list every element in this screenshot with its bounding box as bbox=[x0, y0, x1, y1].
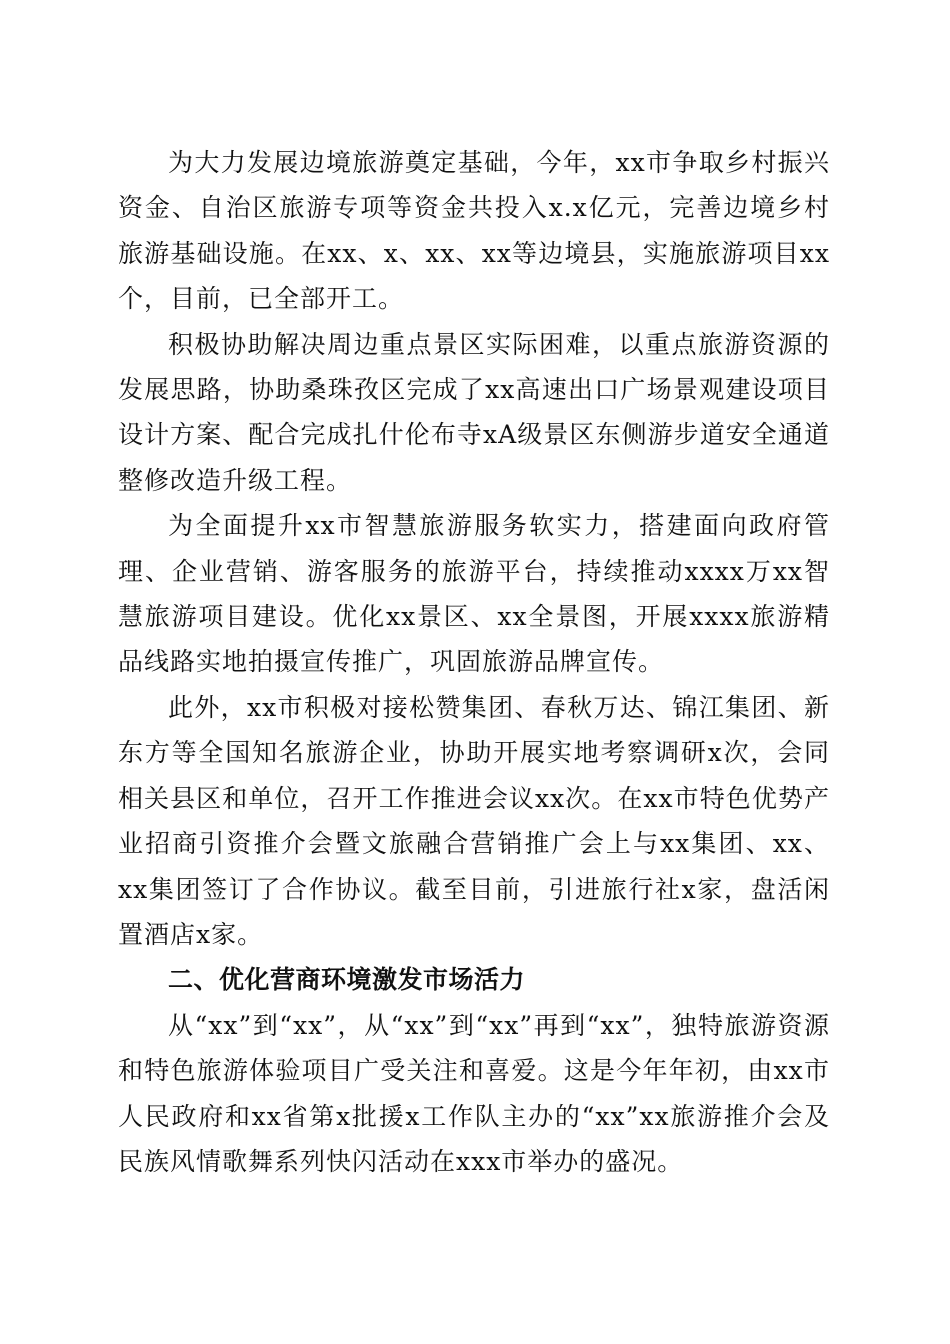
paragraph-scenic-area-assistance: 积极协助解决周边重点景区实际困难，以重点旅游资源的发展思路，协助桑珠孜区完成了xx高速出口广场景观建设项目设计方案、配合完成扎什伦布寺xA级景区东侧游步道安全通道整修改造升级工程。 bbox=[118, 329, 830, 495]
paragraph-smart-tourism: 为全面提升xx市智慧旅游服务软实力，搭建面向政府管理、企业营销、游客服务的旅游平台，持续推动xxxx万xx智慧旅游项目建设。优化xx景区、xx全景图，开展xxxx旅游精品线路实地拍摄宣传推广，巩固旅游品牌宣传。 bbox=[118, 511, 830, 677]
paragraph-enterprise-cooperation: 此外，xx市积极对接松赞集团、春秋万达、锦江集团、新东方等全国知名旅游企业，协助开展实地考察调研x次，会同相关县区和单位，召开工作推进会议xx次。在xx市特色优势产业招商引资推介会暨文旅融合营销推广会上与xx集团、xx、xx集团签订了合作协议。截至目前，引进旅行社x家，盘活闲置酒店x家。 bbox=[118, 692, 830, 949]
section-heading: 二、优化营商环境激发市场活力 bbox=[168, 965, 526, 995]
paragraph-border-tourism-funding: 为大力发展边境旅游奠定基础，今年，xx市争取乡村振兴资金、自治区旅游专项等资金共投入x.x亿元，完善边境乡村旅游基础设施。在xx、x、xx、xx等边境县，实施旅游项目xx个，目前，已全部开工。 bbox=[118, 148, 830, 314]
document-page bbox=[118, 140, 830, 1184]
paragraph-promotion-event: 从“xx”到“xx”，从“xx”到“xx”再到“xx”，独特旅游资源和特色旅游体验项目广受关注和喜爱。这是今年年初，由xx市人民政府和xx省第x批援x工作队主办的“xx”xx旅游推介会及民族风情歌舞系列快闪活动在xxx市举办的盛况。 bbox=[118, 1010, 830, 1176]
